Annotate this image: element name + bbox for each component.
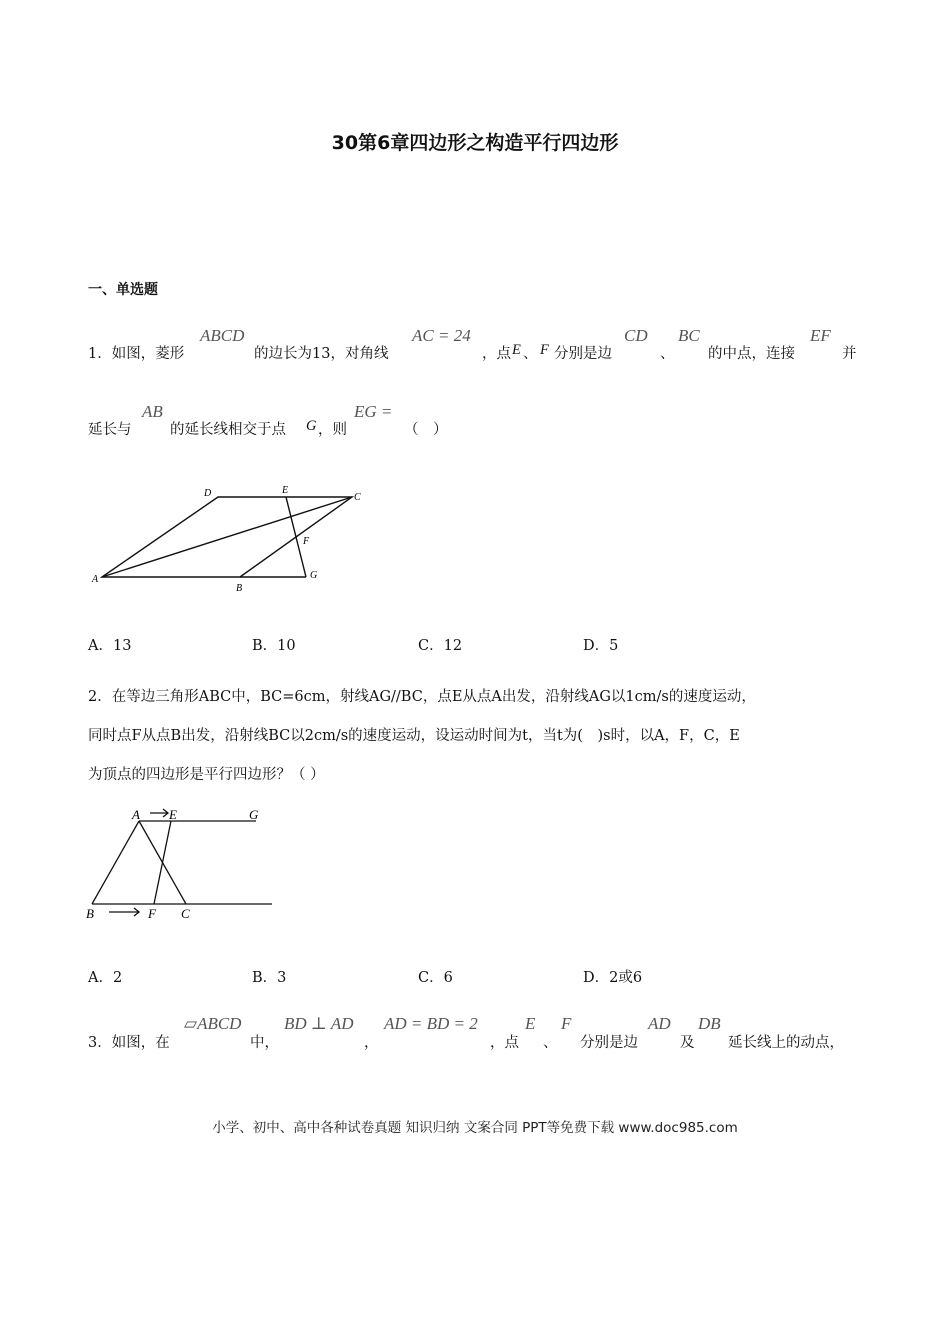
fig1-label-g: G [310,570,318,581]
fig2-label-c: C [181,906,190,921]
q2-option-d: D．2或6 [583,970,643,986]
q3-math-parallelogram: ▱ABCD [184,1014,242,1033]
q1-option-a: A．13 [88,638,132,654]
q3-math-f: F [561,1014,572,1033]
q3-math-perp: BD ⊥ AD [284,1014,354,1033]
q1-text-1: 的边长为13，对角线 [254,346,389,362]
q2-option-b: B．3 [252,970,287,986]
q1-text-2b: 分别是边 [554,346,612,362]
q3-sep: 、 [543,1035,558,1051]
q2-option-c: C．6 [418,970,453,986]
q3-number: 3．如图，在 [88,1035,170,1051]
q1-math-abcd: ABCD [200,326,245,345]
q1-sep: 、 [523,346,538,362]
q1-math-ef: EF [810,326,831,345]
fig1-label-a: A [92,574,99,585]
q1-text-l2a: 延长与 [88,422,132,438]
q3-math-db: DB [698,1014,721,1033]
fig2-label-e: E [169,807,177,822]
q1-math-eg: EG = [354,402,393,421]
fig2-label-a: A [132,807,140,822]
q2-line-3: 为顶点的四边形是平行四边形？（ ） [88,767,325,783]
page-footer: 小学、初中、高中各种试卷真题 知识归纳 文案合同 PPT等免费下载 www.doc985.com [212,1120,738,1136]
q1-option-d: D．5 [583,638,619,654]
fig1-label-f: F [303,536,310,547]
q1-math-cd: CD [624,326,648,345]
q1-point-e: E [512,342,521,358]
q1-text-4: 并 [842,346,857,362]
q3-math-ad: AD [648,1014,671,1033]
q3-math-equal: AD = BD = 2 [384,1014,478,1033]
q3-text-1: 中， [250,1035,279,1051]
fig1-label-c: C [354,492,361,503]
q1-text-3: 的中点，连接 [708,346,795,362]
fig2-label-f: F [148,906,156,921]
q1-rhombus-figure [88,482,378,594]
q3-math-e: E [525,1014,536,1033]
q3-comma: ， [364,1035,379,1051]
q3-text-4: 及 [680,1035,695,1051]
q1-math-ac: AC = 24 [412,326,471,345]
q2-option-a: A．2 [88,970,123,986]
q3-text-2: ，点 [490,1035,519,1051]
q1-option-b: B．10 [252,638,296,654]
section-heading: 一、单选题 [88,282,158,298]
q1-number: 1．如图，菱形 [88,346,185,362]
fig2-label-g: G [249,807,259,822]
q1-paren: （ ） [404,422,448,438]
q2-line-1: 2．在等边三角形ABC中，BC=6cm，射线AG//BC，点E从点A出发，沿射线AG以1cm/s的速度运动， [88,689,756,705]
q1-option-c: C．12 [418,638,463,654]
q1-text-l2b: 的延长线相交于点 [170,422,286,438]
q2-line-2: 同时点F从点B出发，沿射线BC以2cm/s的速度运动，设运动时间为t，当t为( )s时，以A，F，C，E [88,728,740,744]
q1-text-2a: ，点 [482,346,511,362]
fig1-label-e: E [282,485,289,496]
q1-text-l2c: ，则 [318,422,347,438]
q1-point-f: F [540,342,549,358]
q2-triangle-figure [84,804,276,922]
q1-sep2: 、 [660,346,675,362]
q3-text-3: 分别是边 [580,1035,638,1051]
q1-point-g: G [306,418,317,434]
q1-math-bc: BC [678,326,700,345]
q3-text-5: 延长线上的动点， [728,1035,844,1051]
fig1-label-b: B [236,583,243,594]
fig1-label-d: D [204,488,212,499]
page-title: 30第6章四边形之构造平行四边形 [331,132,619,154]
q1-math-ab: AB [142,402,163,421]
fig2-label-b: B [86,906,94,921]
